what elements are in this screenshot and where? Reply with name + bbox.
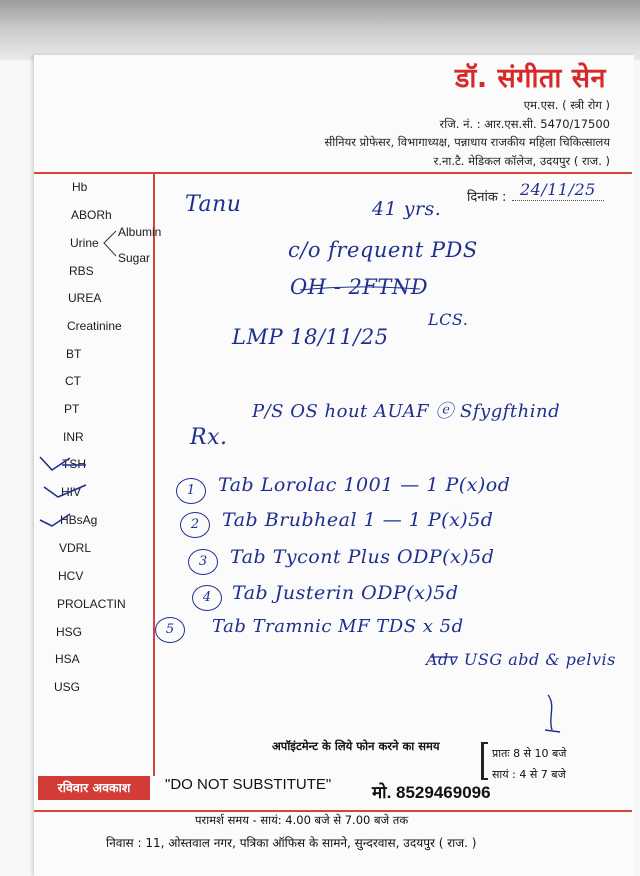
tick-tsh-icon [40,457,70,470]
test-albumin: Albumin [118,225,162,239]
rx-number-3: 3 [188,549,218,575]
designation: सीनियर प्रोफेसर, विभागाध्यक्ष, पन्नाधाय राजकीय महिला चिकित्सालय [324,135,610,149]
mobile-number: मो. 8529469096 [372,783,491,802]
test-rbs: RBS [69,264,94,278]
timing-bracket [481,742,488,780]
test-tsh: TSH [62,457,86,471]
test-sugar: Sugar [118,251,151,265]
evening-slot: सायं : 4 से 7 बजे [492,768,566,781]
consultation-time: परामर्श समय - सायं: 4.00 बजे से 7.00 बजे तक [195,813,409,827]
obstetric-history-cs: LCS. [428,310,469,329]
residence-address: निवास : 11, ओस्तवाल नगर, पत्रिका ऑफिस के सामने, सुन्दरवास, उदयपुर ( राज. ) [106,836,477,850]
test-prolactin: PROLACTIN [57,597,126,611]
complaint: c/o frequent PDS [288,238,478,262]
sunday-off-badge: रविवार अवकाश [38,776,150,800]
test-hsg: HSG [56,625,83,639]
test-ct: CT [65,374,81,388]
rx-symbol: Rx. [190,425,228,450]
rx-item-4: Tab Justerin ODP(x)5d [232,582,459,604]
rx-item-1: Tab Lorolac 1001 — 1 P(x)od [218,474,511,496]
advice: Adv USG abd & pelvis [426,650,616,669]
doctor-degree: एम.एस. ( स्त्री रोग ) [523,98,610,112]
rx-item-2: Tab Brubheal 1 — 1 P(x)5d [222,509,494,531]
college: र.ना.टै. मेडिकल कॉलेज, उदयपुर ( राज. ) [433,154,610,168]
date-label: दिनांक : [467,190,507,205]
test-vdrl: VDRL [59,541,92,555]
lmp: LMP 18/11/25 [232,325,389,349]
test-inr: INR [63,430,84,444]
obstetric-history: OH - 2FTND [290,275,429,299]
test-pt: PT [64,402,80,416]
test-urine: Urine [70,236,99,250]
appointment-note: अपॉइंटमेन्ट के लिये फोन करने का समय [272,739,440,753]
rx-item-5: Tab Tramnic MF TDS x 5d [212,616,464,637]
urine-brace-icon [104,231,116,256]
rx-number-4: 4 [192,585,222,611]
patient-age: 41 yrs. [372,198,442,220]
rx-number-5: 5 [155,617,185,643]
test-hiv: HIV [61,485,82,499]
morning-slot: प्रातः 8 से 10 बजे [492,747,567,760]
rx-item-3: Tab Tycont Plus ODP(x)5d [230,546,495,568]
do-not-substitute: "DO NOT SUBSTITUTE" [165,776,332,793]
test-usg: USG [54,680,81,694]
doctor-name: डॉ. संगीता सेन [454,63,606,94]
test-aborh: ABORh [71,208,112,222]
test-hbsag: HBsAg [60,513,98,527]
test-bt: BT [66,347,82,361]
date-line [512,200,604,201]
registration-number: रजि. नं. : आर.एस.सी. 5470/17500 [439,117,610,131]
tick-hbsag-icon [40,514,70,526]
test-urea: UREA [68,291,102,305]
test-hb: Hb [72,180,88,194]
signature-icon [545,695,560,732]
test-hsa: HSA [55,652,80,666]
rx-number-2: 2 [180,512,210,538]
examination: P/S OS hout AUAF ⓔ Sfygfthind [252,401,561,422]
rx-number-1: 1 [176,478,206,504]
test-hcv: HCV [58,569,84,583]
patient-name: Tanu [185,192,242,217]
date-value: 24/11/25 [520,180,596,199]
tick-hiv-icon [44,485,86,497]
test-creatinine: Creatinine [67,319,122,333]
